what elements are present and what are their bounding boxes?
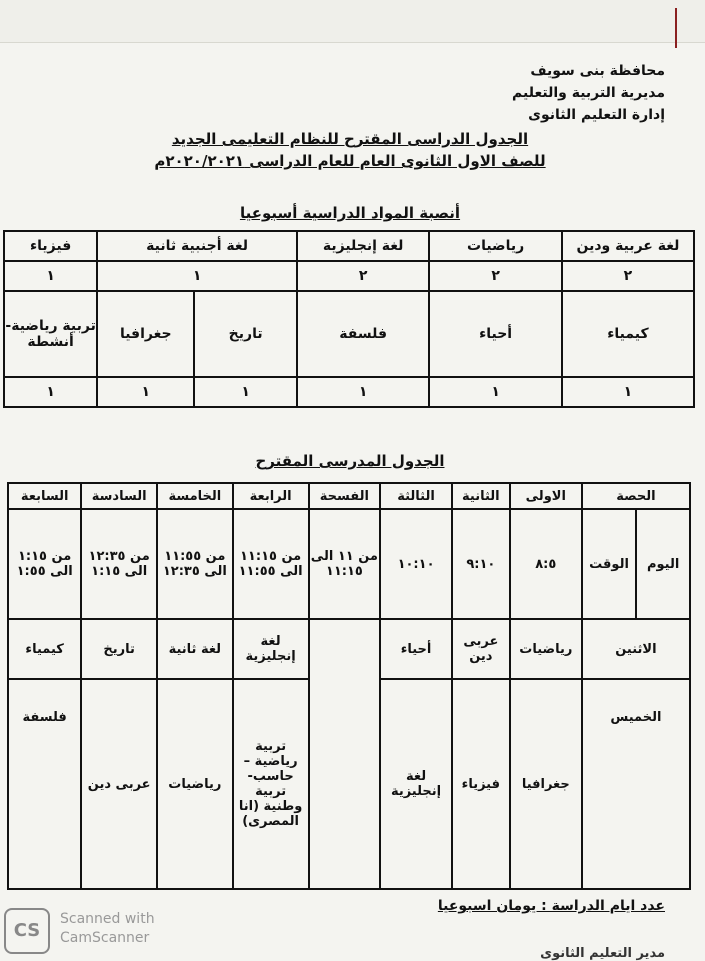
period-name: الثالثة — [380, 483, 452, 509]
period-time: من ١:١٥ الى ١:٥٥ — [8, 509, 81, 619]
period-name: السابعة — [8, 483, 81, 509]
load-subject: أحياء — [429, 291, 561, 377]
watermark-line-2: CamScanner — [60, 930, 150, 946]
thursday-subject: فيزياء — [452, 679, 510, 889]
directorate-line: مديرية التربية والتعليم — [512, 85, 665, 101]
period-time: ١٠:١٠ — [380, 509, 452, 619]
camscanner-logo: CS — [4, 908, 50, 954]
load-count: ١ — [4, 377, 97, 407]
weekly-loads-table — [3, 230, 695, 408]
period-time: ٨:٥ — [510, 509, 582, 619]
load-subject: لغة عربية ودين — [562, 231, 694, 261]
page-top-edge — [0, 0, 705, 43]
load-subject: رياضيات — [429, 231, 561, 261]
thursday-subject: جغرافيا — [510, 679, 582, 889]
load-count: ٢ — [429, 261, 561, 291]
thursday-subject: فلسفة — [8, 679, 81, 889]
title-line-2: للصف الاول الثانوى العام للعام الدراسى ٢٠٢٠/٢٠٢١م — [154, 152, 546, 170]
load-count: ١ — [4, 261, 97, 291]
period-header: الحصة — [582, 483, 690, 509]
schedule-title: الجدول المدرسى المقترح — [255, 452, 445, 470]
load-subject: كيمياء — [562, 291, 694, 377]
load-subject: فلسفة — [297, 291, 429, 377]
time-label: الوقت — [582, 509, 637, 619]
monday-subject: لغة ثانية — [157, 619, 233, 679]
pen-mark — [635, 8, 677, 48]
monday-subject: رياضيات — [510, 619, 582, 679]
period-time: من ١١:٥٥ الى ١٢:٣٥ — [157, 509, 233, 619]
governorate-line: محافظة بنى سويف — [530, 63, 665, 79]
day-label: اليوم — [636, 509, 690, 619]
signature-fragment: مدير التعليم الثانوى — [540, 946, 665, 961]
period-time: من ١١:١٥ الى ١١:٥٥ — [233, 509, 309, 619]
document-header — [512, 60, 665, 126]
thursday-subject: لغة إنجليزية — [380, 679, 452, 889]
period-name: السادسة — [81, 483, 157, 509]
period-name: الفسحة — [309, 483, 381, 509]
document-title — [90, 128, 610, 172]
load-subject: لغة إنجليزية — [297, 231, 429, 261]
period-name: الاولى — [510, 483, 582, 509]
load-count: ١ — [297, 377, 429, 407]
monday-subject: أحياء — [380, 619, 452, 679]
thursday-subject: تربية رياضية – حاسب- تربية وطنية (انا المصرى) — [233, 679, 309, 889]
watermark-line-1: Scanned with — [60, 911, 155, 927]
load-count: ١ — [97, 261, 297, 291]
title-line-1: الجدول الدراسى المقترح للنظام التعليمى الجديد — [171, 130, 529, 148]
monday-subject: لغة إنجليزية — [233, 619, 309, 679]
load-subject: لغة أجنبية ثانية — [97, 231, 297, 261]
load-count: ١ — [562, 377, 694, 407]
period-time: من ١٢:٣٥ الى ١:١٥ — [81, 509, 157, 619]
load-subject: فيزياء — [4, 231, 97, 261]
loads-title: أنصبة المواد الدراسية أسبوعيا — [239, 204, 461, 222]
period-time: ٩:١٠ — [452, 509, 510, 619]
load-subject: تربية رياضية- أنشطة — [4, 291, 97, 377]
load-count: ١ — [429, 377, 561, 407]
load-count: ١ — [97, 377, 194, 407]
period-time: من ١١ الى ١١:١٥ — [309, 509, 381, 619]
load-count: ٢ — [297, 261, 429, 291]
weekly-schedule-table — [7, 482, 691, 890]
monday-subject: تاريخ — [81, 619, 157, 679]
monday-subject: عربى دين — [452, 619, 510, 679]
load-subject: جغرافيا — [97, 291, 194, 377]
study-days-note: عدد ايام الدراسة : يومان اسبوعيا — [437, 898, 665, 914]
thursday-subject: عربى دين — [81, 679, 157, 889]
period-name: الثانية — [452, 483, 510, 509]
thursday-subject: رياضيات — [157, 679, 233, 889]
load-count: ٢ — [562, 261, 694, 291]
period-name: الخامسة — [157, 483, 233, 509]
administration-line: إدارة التعليم الثانوى — [528, 107, 665, 123]
monday-subject: كيمياء — [8, 619, 81, 679]
load-count: ١ — [194, 377, 297, 407]
day-thursday: الخميس — [582, 679, 690, 889]
day-monday: الاثنين — [582, 619, 690, 679]
camscanner-watermark — [60, 910, 155, 948]
period-name: الرابعة — [233, 483, 309, 509]
break-column — [309, 619, 381, 889]
load-subject: تاريخ — [194, 291, 297, 377]
